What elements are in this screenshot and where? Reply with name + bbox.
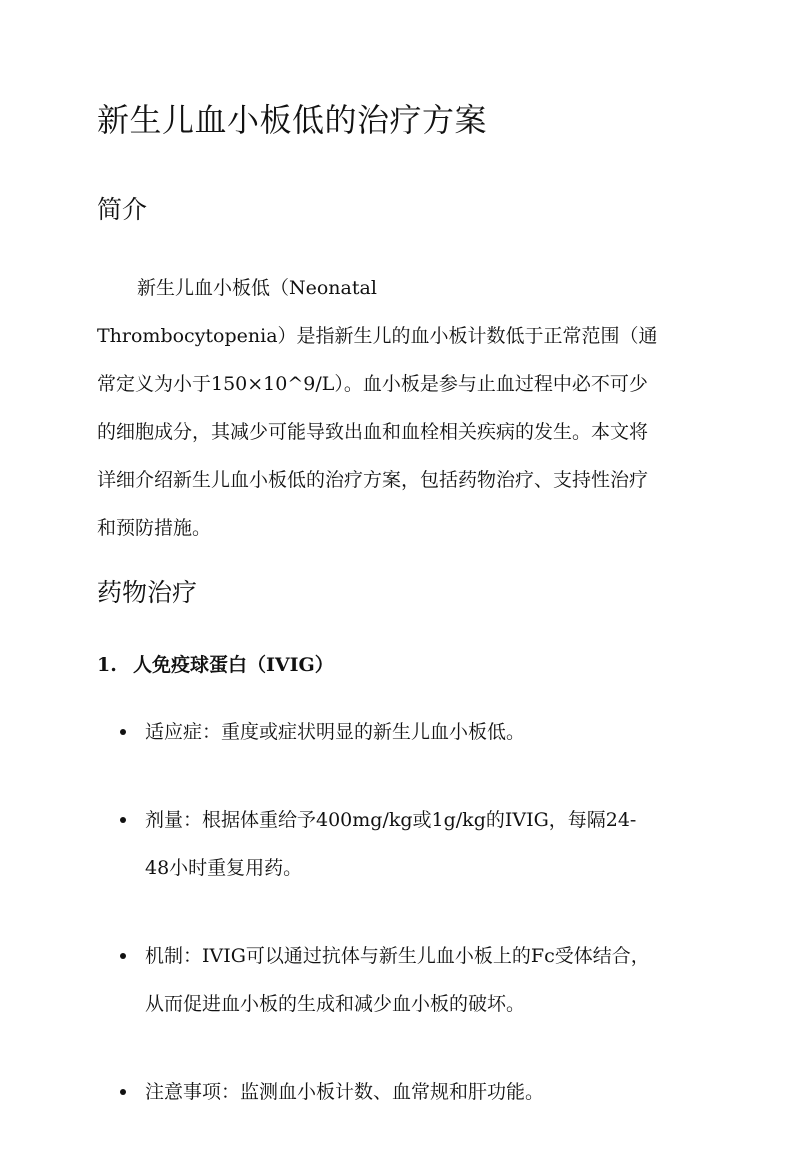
list-item-line: 48小时重复用药。 — [145, 857, 303, 879]
section-heading-drug-treatment: 药物治疗 — [97, 578, 198, 607]
intro-line: 新生儿血小板低（Neonatal — [137, 277, 377, 299]
bullet-dot-icon — [120, 953, 126, 959]
subsection-title: 人免疫球蛋白（IVIG） — [133, 654, 334, 676]
list-item — [97, 708, 717, 756]
subsection-number: 1. — [97, 654, 117, 676]
section-heading-intro: 简介 — [97, 195, 148, 224]
list-item — [97, 1068, 717, 1116]
bullet-dot-icon — [120, 1089, 126, 1095]
intro-line: 和预防措施。 — [97, 517, 212, 539]
bullet-dot-icon — [120, 817, 126, 823]
subsection-heading-ivig — [97, 648, 334, 682]
intro-line: 的细胞成分，其减少可能导致出血和血栓相关疾病的发生。本文将 — [97, 421, 649, 443]
intro-line: Thrombocytopenia）是指新生儿的血小板计数低于正常范围（通 — [97, 325, 658, 347]
list-item-line: 注意事项：监测血小板计数、血常规和肝功能。 — [145, 1081, 545, 1103]
intro-paragraph — [97, 264, 707, 552]
document-title: 新生儿血小板低的治疗方案 — [97, 101, 488, 139]
list-item-line: 从而促进血小板的生成和减少血小板的破坏。 — [145, 993, 526, 1015]
list-item-line: 剂量：根据体重给予400mg/kg或1g/kg的IVIG，每隔24- — [145, 809, 637, 831]
intro-line: 常定义为小于150×10^9/L）。血小板是参与止血过程中必不可少 — [97, 373, 648, 395]
list-item — [97, 796, 717, 892]
list-item — [97, 932, 717, 1028]
bullet-dot-icon — [120, 729, 126, 735]
intro-line: 详细介绍新生儿血小板低的治疗方案，包括药物治疗、支持性治疗 — [97, 469, 649, 491]
list-item-line: 机制：IVIG可以通过抗体与新生儿血小板上的Fc受体结合， — [145, 945, 650, 967]
list-item-line: 适应症：重度或症状明显的新生儿血小板低。 — [145, 721, 526, 743]
ivig-bullet-list — [97, 708, 717, 1156]
